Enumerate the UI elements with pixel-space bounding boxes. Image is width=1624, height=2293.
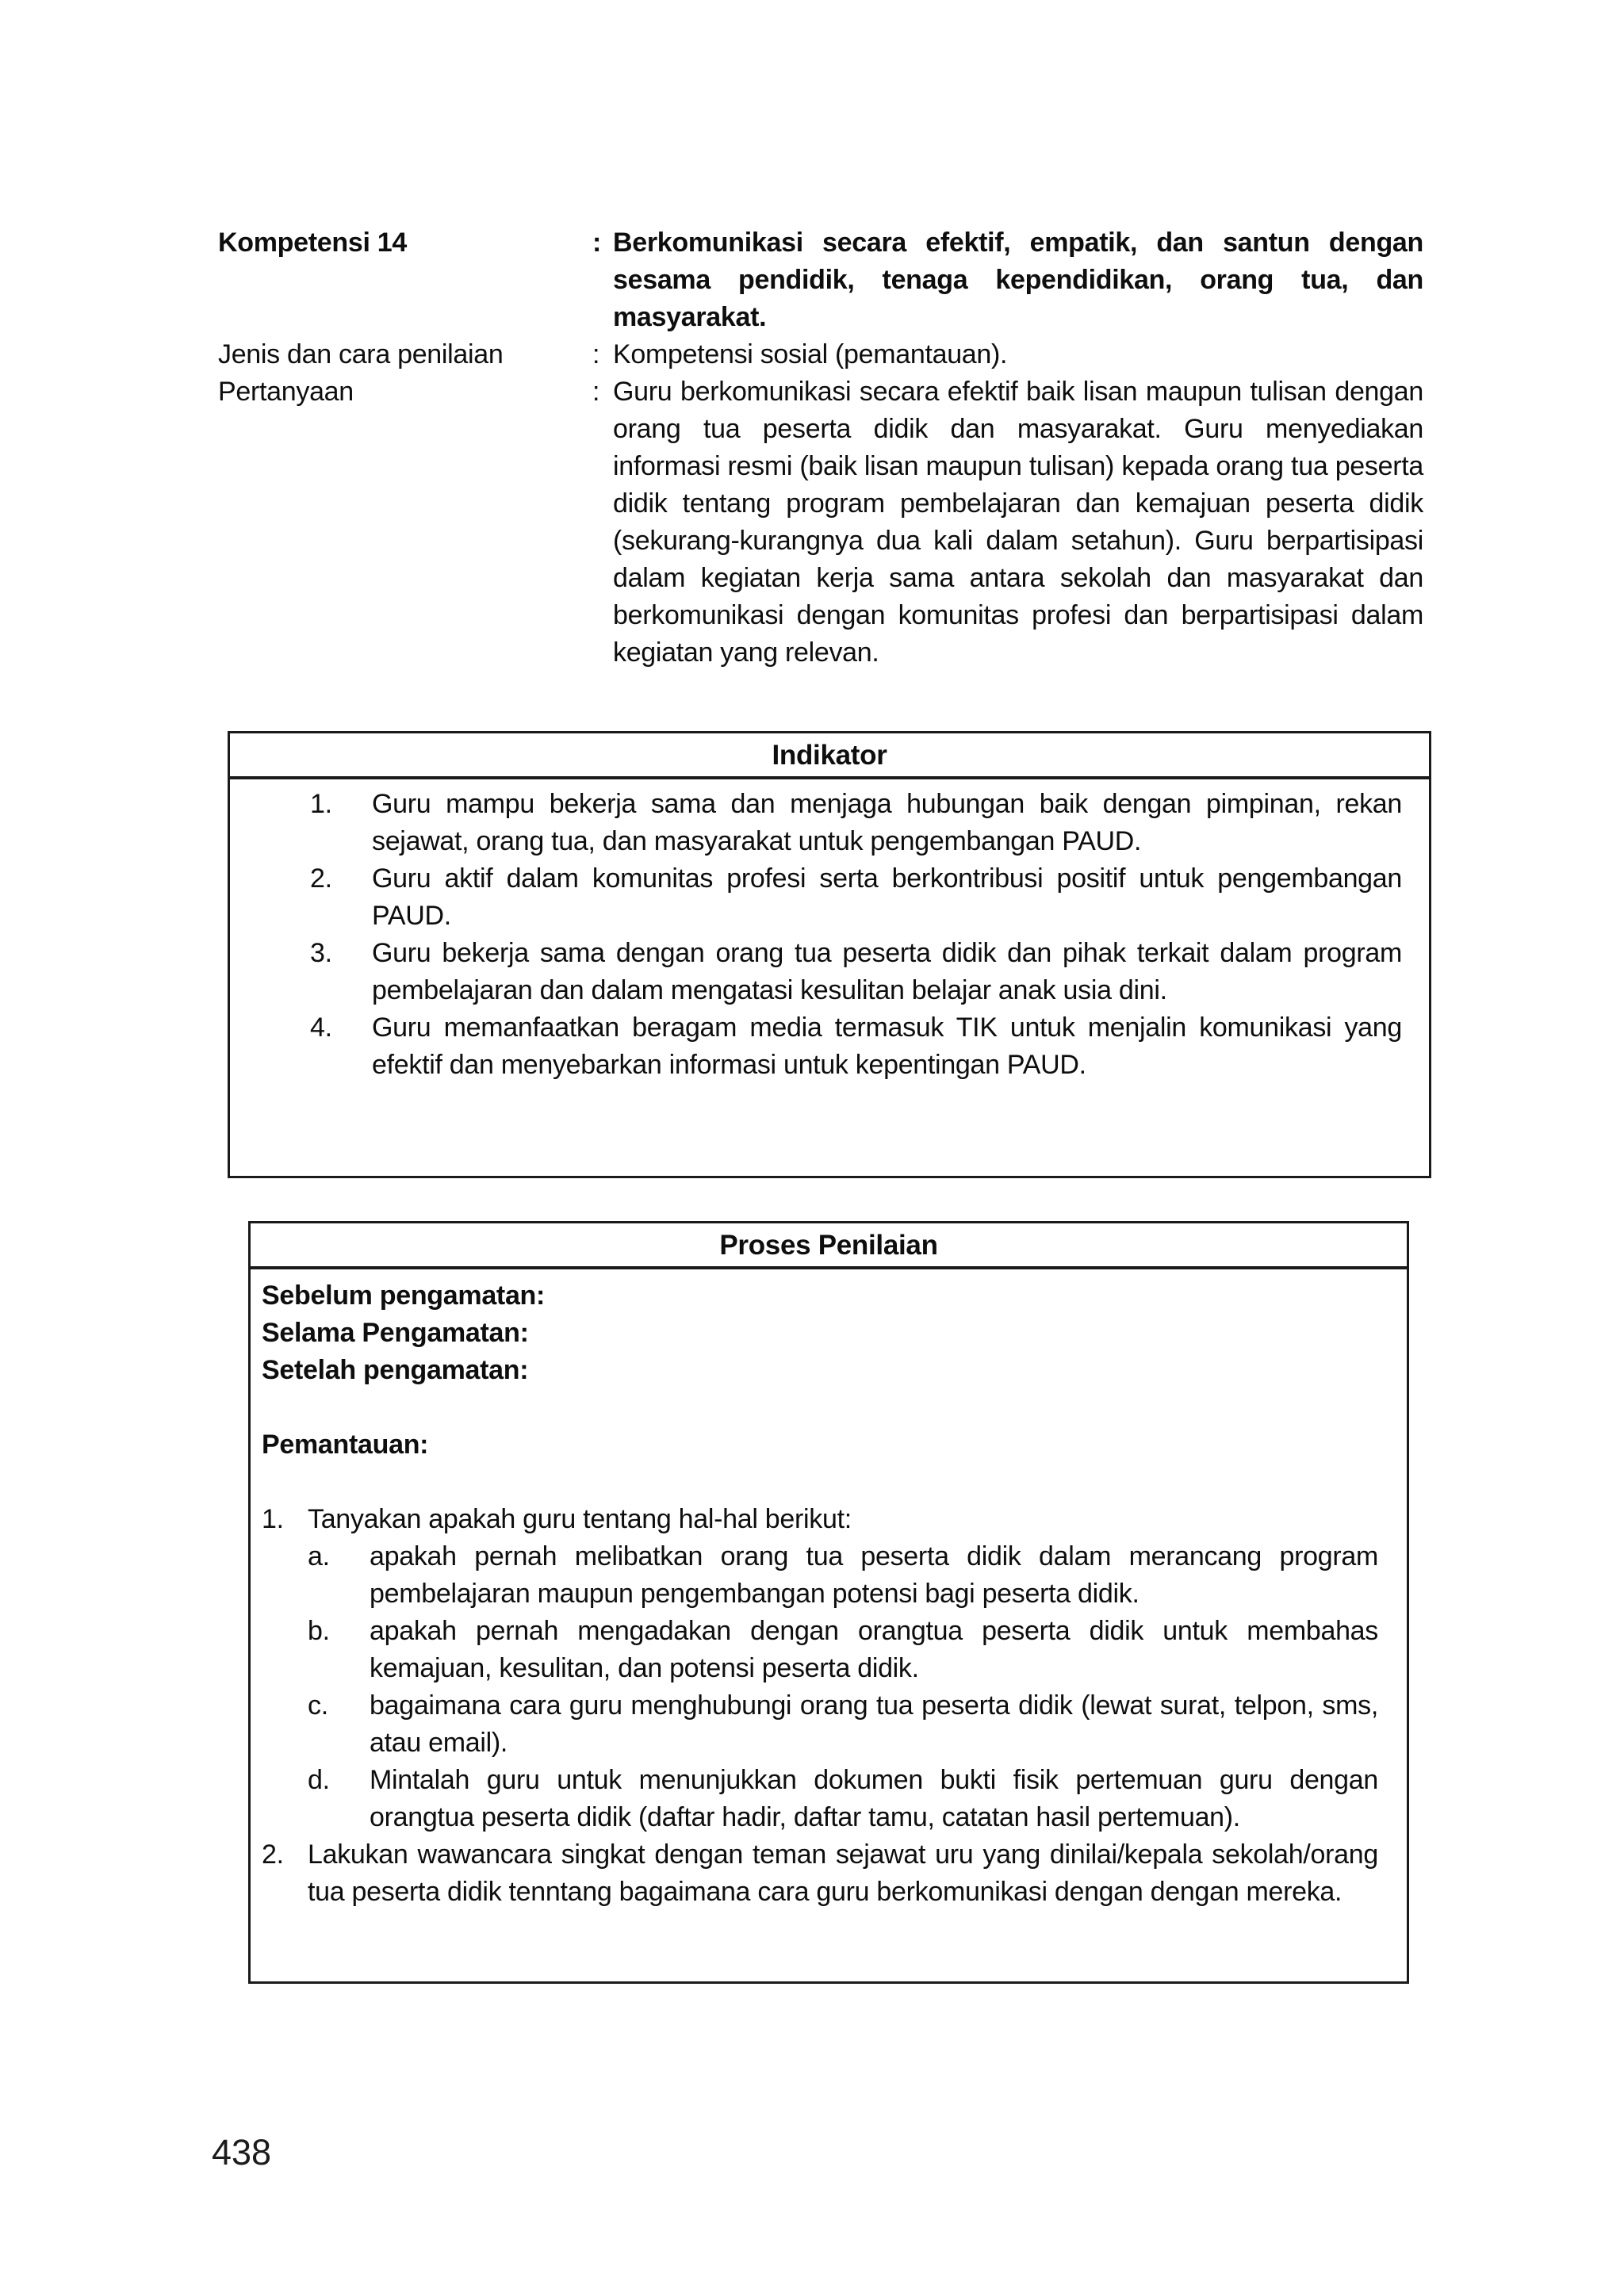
proses-penilaian-content	[251, 1269, 1407, 1935]
list-marker: 2.	[262, 1839, 284, 1870]
competency-colon: :	[592, 228, 602, 258]
indikator-section	[228, 731, 1431, 1178]
list-item-text: apakah pernah mengadakan dengan orangtua peserta didik untuk membahas kemajuan, kesulitan, dan potensi peserta didik.	[370, 1616, 1378, 1683]
list-marker: 2.	[310, 863, 332, 894]
pertanyaan-colon: :	[592, 377, 600, 407]
pertanyaan-value: Guru berkomunikasi secara efektif baik lisan maupun tulisan dengan orang tua peserta didik dan masyarakat. Guru menyediakan informasi resmi (baik lisan maupun tulisan) kepada orang tua peserta didik tentang program pembelajaran dan kemajuan peserta didik (sekurang-kurangnya dua kali dalam setahun). Guru berpartisipasi dalam kegiatan kerja sama antara sekolah dan masyarakat dan berkomunikasi dengan komunitas profesi dan berpartisipasi dalam kegiatan yang relevan.	[613, 377, 1423, 668]
list-marker: b.	[308, 1616, 330, 1646]
list-marker: 3.	[310, 938, 332, 968]
list-marker: 4.	[310, 1013, 332, 1043]
stage-label: Sebelum pengamatan:	[262, 1280, 546, 1311]
indikator-item	[310, 935, 1402, 1009]
list-item-text: Guru mampu bekerja sama dan menjaga hubungan baik dengan pimpinan, rekan sejawat, orang tua, dan masyarakat untuk pengembangan PAUD.	[372, 789, 1402, 856]
pemantauan-step	[262, 1836, 1378, 1911]
competency-value: Berkomunikasi secara efektif, empatik, dan santun dengan sesama pendidik, tenaga kependidikan, orang tua, dan masyarakat.	[613, 228, 1423, 332]
list-item-text: Guru memanfaatkan beragam media termasuk TIK untuk menjalin komunikasi yang efektif dan menyebarkan informasi untuk kepentingan PAUD.	[372, 1013, 1402, 1080]
indikator-item	[310, 786, 1402, 860]
penilaian-value: Kompetensi sosial (pemantauan).	[613, 339, 1008, 369]
list-marker: d.	[308, 1765, 330, 1795]
penilaian-label: Jenis dan cara penilaian	[218, 339, 504, 369]
list-item-text	[308, 1836, 1378, 1911]
list-item-text: apakah pernah melibatkan orang tua peserta didik dalam merancang program pembelajaran maupun pengembangan potensi bagi peserta didik.	[370, 1541, 1378, 1609]
proses-penilaian-title: Proses Penilaian	[251, 1223, 1407, 1269]
pemantauan-sub-step	[308, 1538, 1378, 1613]
competency-label: Kompetensi 14	[218, 228, 407, 258]
page-number: 438	[212, 2132, 272, 2172]
list-marker: 1.	[310, 789, 332, 819]
pemantauan-step	[262, 1501, 1378, 1836]
stage-label: Setelah pengamatan:	[262, 1355, 529, 1385]
list-marker: 1.	[262, 1504, 284, 1534]
indikator-item	[310, 1009, 1402, 1084]
indikator-list	[230, 779, 1429, 1116]
proses-penilaian-section	[248, 1221, 1409, 1984]
pemantauan-label: Pemantauan:	[262, 1430, 429, 1460]
pemantauan-steps-list	[262, 1501, 1378, 1911]
list-item-text: bagaimana cara guru menghubungi orang tua peserta didik (lewat surat, telpon, sms, atau email).	[370, 1690, 1378, 1758]
pertanyaan-label: Pertanyaan	[218, 377, 354, 407]
list-item-text: Guru aktif dalam komunitas profesi serta berkontribusi positif untuk pengembangan PAUD.	[372, 863, 1402, 931]
competency-header-block	[218, 224, 1423, 672]
spacer	[262, 1389, 1378, 1426]
pemantauan-sub-step	[308, 1613, 1378, 1687]
pemantauan-step-text: Lakukan wawancara singkat dengan teman sejawat uru yang dinilai/kepala sekolah/orang tua peserta didik tenntang bagaimana cara guru berkomunikasi dengan dengan mereka.	[308, 1839, 1378, 1907]
indikator-title: Indikator	[230, 733, 1429, 779]
observation-stage-labels	[262, 1277, 1378, 1389]
stage-label: Selama Pengamatan:	[262, 1318, 529, 1348]
list-item-text: Mintalah guru untuk menunjukkan dokumen bukti fisik pertemuan guru dengan orangtua peserta didik (daftar hadir, daftar tamu, catatan hasil pertemuan).	[370, 1765, 1378, 1832]
indikator-item	[310, 860, 1402, 935]
pemantauan-sub-step	[308, 1687, 1378, 1762]
pemantauan-step-text: Tanyakan apakah guru tentang hal-hal berikut:	[308, 1504, 852, 1534]
spacer	[262, 1464, 1378, 1501]
penilaian-colon: :	[592, 339, 600, 369]
list-item-text: Guru bekerja sama dengan orang tua peserta didik dan pihak terkait dalam program pembelajaran dan dalam mengatasi kesulitan belajar anak usia dini.	[372, 938, 1402, 1005]
list-marker: a.	[308, 1541, 330, 1571]
list-item-text	[308, 1501, 1378, 1836]
list-marker: c.	[308, 1690, 328, 1721]
pemantauan-sub-step	[308, 1762, 1378, 1836]
